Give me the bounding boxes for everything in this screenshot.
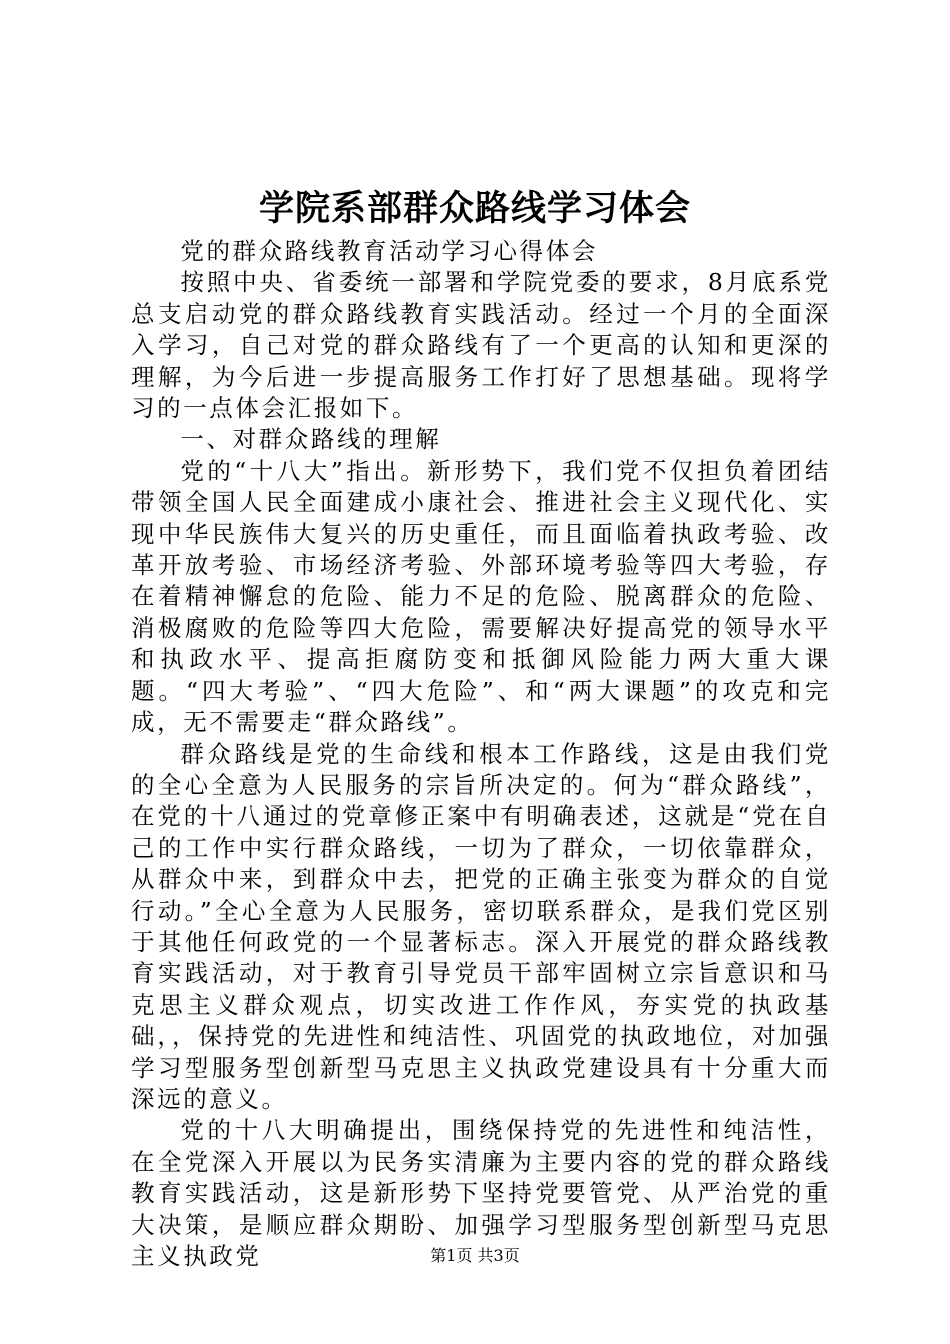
document-title: 学院系部群众路线学习体会 bbox=[258, 188, 691, 229]
document-body bbox=[131, 236, 831, 1272]
page-number-footer: 第1页 共3页 bbox=[430, 1246, 520, 1265]
body-paragraph: 群众路线是党的生命线和根本工作路线，这是由我们党的全心全意为人民服务的宗旨所决定的。何为“群众路线”，在党的十八通过的党章修正案中有明确表述，这就是“党在自己的工作中实行群众路线，一切为了群众，一切依靠群众，从群众中来，到群众中去，把党的正确主张变为群众的自觉行动。”全心全意为人民服务，密切联系群众，是我们党区别于其他任何政党的一个显著标志。深入开展党的群众路线教育实践活动，对于教育引导党员干部牢固树立宗旨意识和马克思主义群众观点，切实改进工作作风，夯实党的执政基础，，保持党的先进性和纯洁性、巩固党的执政地位，对加强学习型服务型创新型马克思主义执政党建设具有十分重大而深远的意义。 bbox=[131, 739, 831, 1113]
subtitle-paragraph: 党的群众路线教育活动学习心得体会 bbox=[180, 237, 598, 265]
section-heading: 一、对群众路线的理解 bbox=[180, 425, 442, 454]
body-paragraph: 党的“十八大”指出。新形势下，我们党不仅担负着团结带领全国人民全面建成小康社会、推进社会主义现代化、实现中华民族伟大复兴的历史重任，而且面临着执政考验、改革开放考验、市场经济考验、外部环境考验等四大考验，存在着精神懈怠的危险、能力不足的危险、脱离群众的危险、消极腐败的危险等四大危险，需要解决好提高党的领导水平和执政水平、提高拒腐防变和抵御风险能力两大重大课题。“四大考验”、“四大危险”、和“两大课题”的攻克和完成，无不需要走“群众路线”。 bbox=[131, 456, 831, 737]
intro-paragraph: 按照中央、省委统一部署和学院党委的要求，8月底系党总支启动党的群众路线教育实践活动。经过一个月的全面深入学习，自己对党的群众路线有了一个更高的认知和更深的理解，为今后进一步提高服务工作打好了思想基础。现将学习的一点体会汇报如下。 bbox=[131, 268, 831, 423]
body-paragraph: 党的十八大明确提出，围绕保持党的先进性和纯洁性，在全党深入开展以为民务实清廉为主要内容的党的群众路线教育实践活动，这是新形势下坚持党要管党、从严治党的重大决策，是顺应群众期盼、加强学习型服务型创新型马克思主义执政党 bbox=[131, 1116, 831, 1270]
